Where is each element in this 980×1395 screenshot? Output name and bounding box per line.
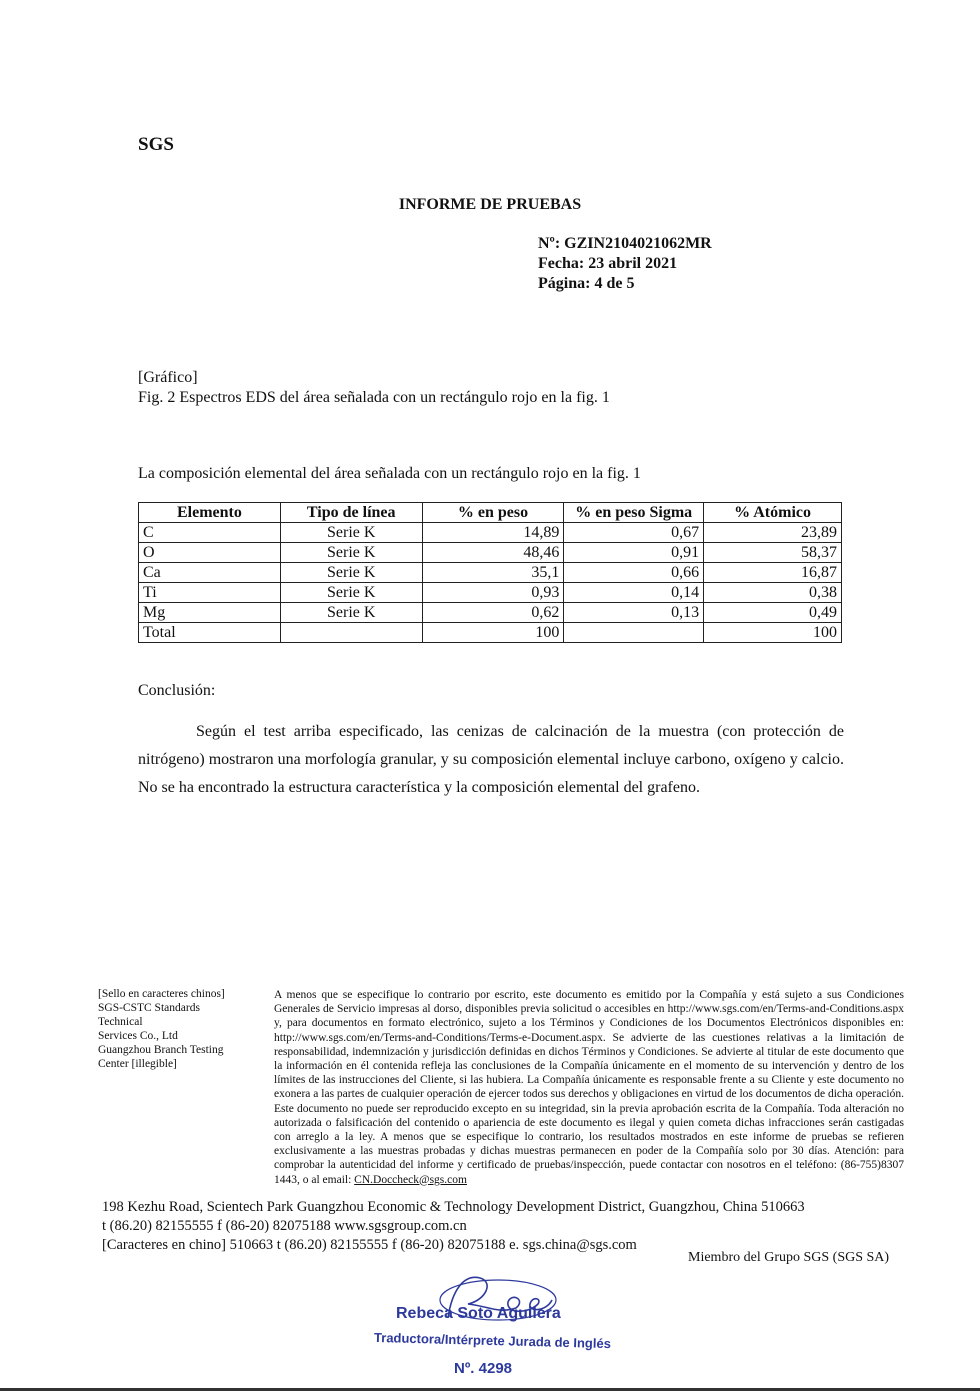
table-cell: C [139, 523, 281, 543]
conclusion-heading: Conclusión: [138, 682, 216, 699]
table-cell: 48,46 [422, 543, 564, 563]
table-header-row [139, 503, 842, 523]
table-cell: 0,91 [564, 543, 704, 563]
stamp-line: SGS-CSTC Standards [98, 1002, 200, 1014]
legal-disclaimer [274, 988, 904, 1187]
table-cell: Serie K [280, 563, 422, 583]
table-row [139, 563, 842, 583]
report-date: Fecha: 23 abril 2021 [538, 255, 678, 272]
table-cell: 0,66 [564, 563, 704, 583]
table-cell: 16,87 [704, 563, 842, 583]
stamp-line: Services Co., Ltd [98, 1030, 178, 1042]
address-line: 198 Kezhu Road, Scientech Park Guangzhou Economic & Technology Development District, Guangzhou, China 510663 [102, 1199, 805, 1215]
table-cell: 0,93 [422, 583, 564, 603]
table-header-cell: % en peso Sigma [564, 503, 704, 523]
company-logo: SGS [138, 134, 174, 155]
figure-block [138, 368, 610, 408]
table-header-cell: % Atómico [704, 503, 842, 523]
stamp-line: Guangzhou Branch Testing [98, 1044, 224, 1056]
group-membership: Miembro del Grupo SGS (SGS SA) [688, 1250, 890, 1265]
table-cell: Serie K [280, 543, 422, 563]
composition-table [138, 502, 842, 643]
table-cell: 0,38 [704, 583, 842, 603]
stamp-note [98, 987, 268, 1071]
scan-edge-divider [0, 1388, 980, 1391]
table-cell: Ti [139, 583, 281, 603]
table-cell: 23,89 [704, 523, 842, 543]
table-cell: 0,62 [422, 603, 564, 623]
address-line: t (86.20) 82155555 f (86-20) 82075188 www.sgsgroup.com.cn [102, 1218, 467, 1234]
stamp-line: Technical [98, 1016, 143, 1028]
doccheck-email-link[interactable]: CN.Doccheck@sgs.com [354, 1173, 467, 1186]
table-cell: 0,13 [564, 603, 704, 623]
table-cell: Serie K [280, 603, 422, 623]
table-cell: Mg [139, 603, 281, 623]
table-cell: 100 [704, 623, 842, 643]
table-row [139, 603, 842, 623]
translator-seal [368, 1270, 612, 1385]
stamp-line: Center [illegible] [98, 1058, 177, 1070]
seal-name: Rebeca Soto Aguilera [396, 1305, 561, 1322]
table-cell [280, 623, 422, 643]
disclaimer-attention: Atención: para comprobar la autenticidad del informe y certificado de pruebas/inspección, puede contactar con nosotros en el teléfono: (86-755)8307 1443, o al email: [274, 1145, 904, 1186]
footer-address [102, 1198, 805, 1255]
table-cell: Total [139, 623, 281, 643]
table-header-cell: % en peso [422, 503, 564, 523]
report-meta [538, 234, 712, 294]
table-row [139, 543, 842, 563]
table-cell: Serie K [280, 583, 422, 603]
figure-placeholder: [Gráfico] [138, 369, 198, 386]
table-header-cell: Elemento [139, 503, 281, 523]
disclaimer-text: A menos que se especifique lo contrario por escrito, este documento es emitido por la Compañía y está sujeto a sus Condiciones Generales de Servicio impresas al dorso, disponibles previa solicitud o accesibles en http://www.sgs.com/en/Terms-and-Conditions.aspx y, para documentos en formato electrónico, sujeto a los Términos y Condiciones de los Documentos Electrónicos disponibles en: http://www.sgs.com/en/Terms-and-Conditions/Terms-e-Document.aspx. Se advierte de las cuestiones relativas a la limitación de responsabilidad, indemnización y jurisdicción definidas en dichos Términos y Condiciones. Se advierte al titular de este documento que la información en él contenida refleja las conclusiones de la Compañía únicamente en el momento de su intervención y dentro de los límites de las instrucciones del Cliente, si las hubiera. La Compañía únicamente es responsable frente a su Cliente y este documento no exonera a las partes de cualquier operación de ejercer todos sus derechos y obligaciones en virtud de los documentos de dicha operación. Este documento no puede ser reproducido excepto en su integridad, sin la previa aprobación escrita de la Compañía. Toda alteración no autorizada o falsificación del contenido o apariencia de este documento es ilegal y quien cometa dichas infracciones serán castigadas con arreglo a la ley. A menos que se especifique lo contrario, los resultados mostrados en este informe de pruebas se refieren exclusivamente a las muestras probadas y dichas muestras permanecen en poder de la Compañía solo por 30 días. [274, 989, 904, 1158]
stamp-line: [Sello en caracteres chinos] [98, 988, 225, 1000]
table-cell: 100 [422, 623, 564, 643]
report-title: INFORME DE PRUEBAS [398, 196, 582, 213]
table-cell: O [139, 543, 281, 563]
report-page: Página: 4 de 5 [538, 275, 635, 292]
table-cell: 14,89 [422, 523, 564, 543]
table-header-cell: Tipo de línea [280, 503, 422, 523]
table-cell: Ca [139, 563, 281, 583]
seal-number: Nº. 4298 [454, 1360, 513, 1377]
conclusion-text: Según el test arriba especificado, las cenizas de calcinación de la muestra (con protección de nitrógeno) mostraron una morfología granular, y su composición elemental incluye carbono, oxígeno y calcio. No se ha encontrado la estructura característica y la composición elemental del grafeno. [138, 723, 844, 796]
table-cell: 0,14 [564, 583, 704, 603]
address-line: [Caracteres en chino] 510663 t (86.20) 82155555 f (86-20) 82075188 e. sgs.china@sgs.com [102, 1237, 637, 1253]
seal-role: Traductora/Intérprete Jurada de Inglés [373, 1329, 612, 1352]
table-row [139, 583, 842, 603]
composition-intro: La composición elemental del área señalada con un rectángulo rojo en la fig. 1 [138, 465, 641, 482]
table-cell: 0,67 [564, 523, 704, 543]
table-cell: Serie K [280, 523, 422, 543]
table-cell [564, 623, 704, 643]
report-number: Nº: GZIN2104021062MR [538, 235, 712, 252]
table-cell: 58,37 [704, 543, 842, 563]
table-total-row [139, 623, 842, 643]
table-cell: 0,49 [704, 603, 842, 623]
table-cell: 35,1 [422, 563, 564, 583]
table-row [139, 523, 842, 543]
figure-caption: Fig. 2 Espectros EDS del área señalada con un rectángulo rojo en la fig. 1 [138, 389, 610, 406]
